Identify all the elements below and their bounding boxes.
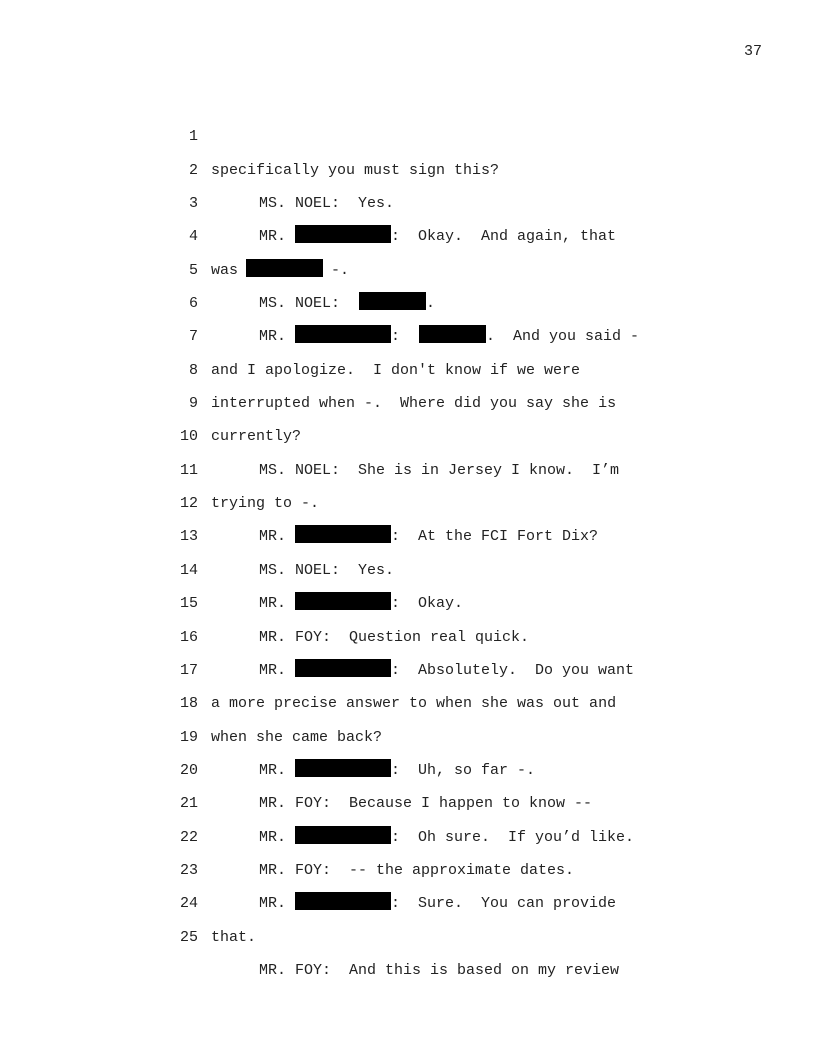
line-number: 6 (188, 295, 198, 313)
speaker-label: MR. (259, 528, 287, 546)
line-text: trying to -. (211, 495, 320, 513)
line-number: 13 (179, 528, 198, 546)
speaker-label: MS. NOEL: (259, 295, 341, 313)
line-number: 5 (188, 261, 198, 279)
speaker-label: MR. (259, 328, 287, 346)
line-number: 17 (179, 661, 198, 679)
page-number: 37 (743, 43, 762, 60)
line-number: 19 (179, 728, 198, 746)
line-text: and I apologize. I don't know if we were (211, 361, 581, 379)
line-number: 25 (179, 928, 198, 946)
line-text-after-redaction: . (426, 295, 436, 313)
line-text-after-redaction: : Oh sure. If you’d like. (391, 828, 635, 846)
line-text-after-redaction: : Sure. You can provide (391, 895, 617, 913)
line-text: MR. FOY: Because I happen to know -- (259, 795, 593, 813)
line-text: MS. NOEL: She is in Jersey I know. I’m (259, 461, 620, 479)
line-text-after-redaction: : Uh, so far -. (391, 761, 536, 779)
transcript-line (170, 87, 690, 179)
line-number: 12 (179, 495, 198, 513)
line-number: 16 (179, 628, 198, 646)
line-text: when she came back? (211, 728, 383, 746)
line-text-after-redaction: : Absolutely. Do you want (391, 661, 635, 679)
line-text: MR. FOY: -- the approximate dates. (259, 861, 575, 879)
line-number: 14 (179, 561, 198, 579)
line-text-after-redaction: : At the FCI Fort Dix? (391, 528, 599, 546)
line-text-after-redaction: -. (331, 261, 350, 279)
line-text-before-redaction: was (211, 261, 239, 279)
transcript-body (170, 87, 690, 979)
line-text: currently? (211, 428, 302, 446)
speaker-label: MR. (259, 895, 287, 913)
line-text-after-redaction: : Okay. (391, 595, 464, 613)
line-number: 24 (179, 895, 198, 913)
line-text: interrupted when -. Where did you say she is (211, 395, 617, 413)
speaker-label: MR. (259, 761, 287, 779)
line-text: that. (211, 928, 257, 946)
line-number: 18 (179, 695, 198, 713)
speaker-label: MR. (259, 828, 287, 846)
line-number: 23 (179, 861, 198, 879)
line-number: 15 (179, 595, 198, 613)
line-text: a more precise answer to when she was out and (211, 695, 617, 713)
line-number: 21 (179, 795, 198, 813)
line-text: MS. NOEL: Yes. (259, 561, 395, 579)
line-number: 9 (188, 395, 198, 413)
line-number: 7 (188, 328, 198, 346)
line-text: specifically you must sign this? (211, 161, 500, 179)
line-text-between-redactions: : (391, 328, 401, 346)
line-text: MR. FOY: Question real quick. (259, 628, 530, 646)
line-number: 1 (188, 128, 198, 146)
line-number: 3 (188, 195, 198, 213)
speaker-label: MR. (259, 595, 287, 613)
line-number: 22 (179, 828, 198, 846)
line-text: MR. FOY: And this is based on my review (259, 961, 620, 979)
line-text: MS. NOEL: Yes. (259, 195, 395, 213)
line-number: 10 (179, 428, 198, 446)
line-number: 8 (188, 361, 198, 379)
speaker-label: MR. (259, 228, 287, 246)
line-text-after-redaction: : Okay. And again, that (391, 228, 617, 246)
line-text-after-redaction: . And you said - (486, 328, 640, 346)
line-number: 2 (188, 161, 198, 179)
line-number: 4 (188, 228, 198, 246)
line-number: 11 (179, 461, 198, 479)
line-number: 20 (179, 761, 198, 779)
speaker-label: MR. (259, 661, 287, 679)
